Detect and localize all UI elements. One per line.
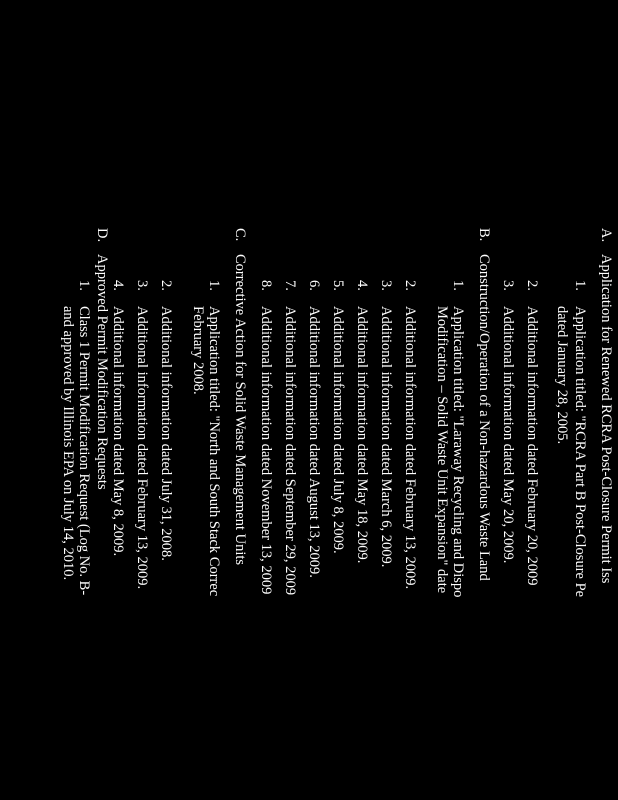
section-c-letter: C. [232, 228, 248, 242]
section-c-item-3-number: 3. [134, 280, 150, 291]
section-c-item-2-number: 2. [158, 280, 174, 291]
section-a-item-1-number: 1. [572, 280, 588, 291]
section-a-heading: Application for Renewed RCRA Post-Closure Permit Iss [598, 254, 614, 584]
section-b-item-7-line-1: Additional information dated September 29, 2009 [282, 306, 298, 596]
section-b-item-1-number: 1. [450, 280, 466, 291]
section-a-item-3-line-1: Additional information dated May 20, 2009. [500, 306, 516, 564]
section-c-heading: Corrective Action for Solid Waste Management Units [232, 254, 248, 566]
section-b-heading: Construction/Operation of a Non-hazardous Waste Land [476, 254, 492, 581]
section-a-letter: A. [598, 228, 614, 243]
section-b-item-3-number: 3. [378, 280, 394, 291]
section-b-item-6-number: 6. [306, 280, 322, 291]
section-d-item-1-number: 1. [76, 280, 92, 291]
section-c-item-4-number: 4. [110, 280, 126, 291]
section-d-letter: D. [94, 228, 110, 243]
section-a-item-1-line-1: Application titled: "RCRA Part B Post-Closure Pe [572, 306, 588, 598]
section-b-item-1-line-1: Application titled: "Laraway Recycling and Dispo [450, 306, 466, 598]
section-b-item-7-number: 7. [282, 280, 298, 291]
section-b-item-4-line-1: Additional information dated May 18, 2009. [354, 306, 370, 564]
section-c-item-2-line-1: Additional information dated July 31, 2008. [158, 306, 174, 561]
section-b-item-5-number: 5. [330, 280, 346, 291]
section-c-item-4-line-1: Additional information dated May 8, 2009. [110, 306, 126, 557]
section-b-item-2-line-1: Additional information dated February 13, 2009. [402, 306, 418, 590]
section-c-item-3-line-1: Additional information dated February 13, 2009. [134, 306, 150, 590]
section-b-item-5-line-1: Additional information dated July 8, 2009. [330, 306, 346, 554]
section-b-item-6-line-1: Additional information dated August 13, 2009. [306, 306, 322, 578]
section-b-item-4-number: 4. [354, 280, 370, 291]
section-b-item-3-line-1: Additional information dated March 6, 2009. [378, 306, 394, 568]
section-c-item-1-line-2: February 2008. [190, 306, 206, 395]
blank-top-area [0, 0, 618, 225]
section-b-item-1-line-2: Modification – Solid Waste Unit Expansion" date [434, 306, 450, 594]
section-d-heading: Approved Permit Modification Requests [94, 254, 110, 490]
section-d-item-1-line-2: and approved by Illinois EPA on July 14, 2010. [60, 306, 76, 581]
section-b-item-2-number: 2. [402, 280, 418, 291]
section-a-item-2-line-1: Additional information dated February 20, 2009 [524, 306, 540, 586]
section-a-item-2-number: 2. [524, 280, 540, 291]
section-c-item-1-number: 1. [206, 280, 222, 291]
section-b-item-8-line-1: Additional information dated November 13, 2009 [258, 306, 274, 595]
section-a-item-3-number: 3. [500, 280, 516, 291]
section-b-letter: B. [476, 228, 492, 242]
section-d-item-1-line-1: Class 1 Permit Modification Request (Log No. B- [76, 306, 92, 596]
section-a-item-1-line-2: dated January 28, 2005. [554, 306, 570, 445]
section-c-item-1-line-1: Application titled: "North and South Stack Correc [206, 306, 222, 597]
section-b-item-8-number: 8. [258, 280, 274, 291]
rotated-document-text [60, 228, 618, 800]
